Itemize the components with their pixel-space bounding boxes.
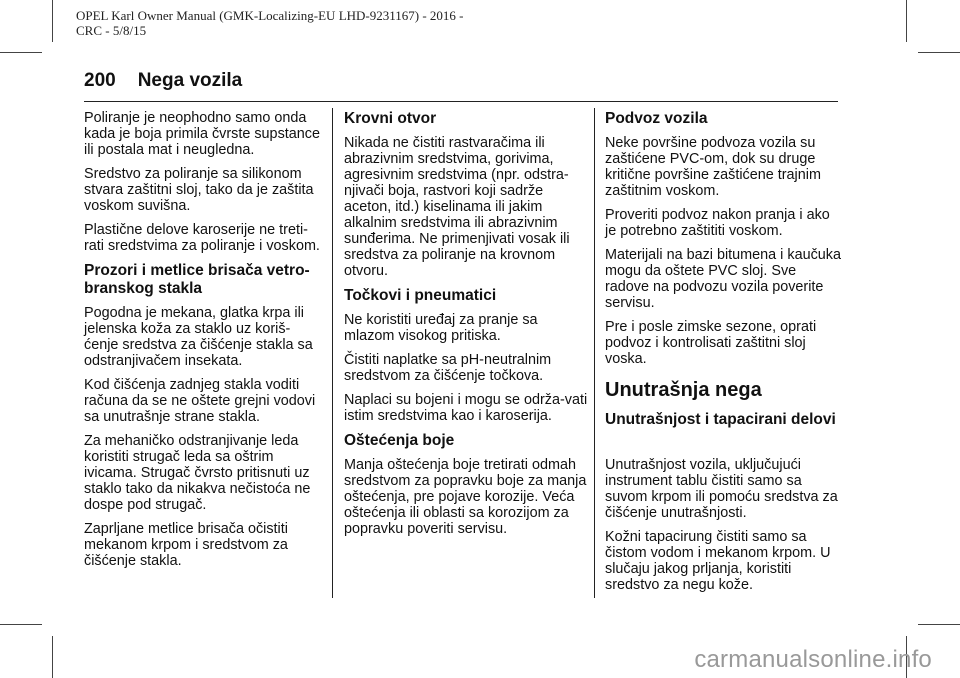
crop-mark: [0, 624, 42, 625]
column-middle: [344, 110, 589, 545]
crop-mark: [906, 0, 907, 42]
watermark-link[interactable]: carmanualsonline.info: [694, 646, 932, 673]
section-heading: Unutrašnja nega: [605, 379, 762, 401]
print-header: [76, 8, 464, 38]
paragraph: Sredstvo za poliranje sa silikonom stvara zaštitni sloj, tako da je zaštita voskom suvišna.: [84, 166, 314, 214]
subheading: Oštećenja boje: [344, 432, 455, 449]
column-left: [84, 110, 324, 577]
crop-mark: [0, 52, 42, 53]
paragraph: Unutrašnjost vozila, uključujući instrument tablu čistiti samo sa suvom krpom ili pomoću sredstva za čišćenje unutrašnjosti.: [605, 457, 838, 521]
paragraph: Materijali na bazi bitumena i kaučuka mogu da oštete PVC sloj. Sve radove na podvozu vozila poverite servisu.: [605, 247, 841, 311]
subheading: Točkovi i pneumatici: [344, 287, 497, 304]
paragraph: Plastične delove karoserije ne treti-rati sredstvima za poliranje i voskom.: [84, 222, 320, 254]
paragraph: Pogodna je mekana, glatka krpa ili jelenska koža za staklo uz koriš-ćenje sredstva za čišćenje stakla sa odstranjivačem insekata.: [84, 305, 313, 369]
subheading: Krovni otvor: [344, 110, 437, 127]
print-header-line: CRC - 5/8/15: [76, 23, 147, 38]
section-title: Nega vozila: [137, 70, 243, 91]
paragraph: Ne koristiti uređaj za pranje sa mlazom visokog pritiska.: [344, 312, 538, 344]
subheading: Podvoz vozila: [605, 110, 708, 127]
column-divider: [594, 108, 595, 598]
print-header-line: OPEL Karl Owner Manual (GMK-Localizing-EU LHD-9231167) - 2016 -: [76, 8, 464, 23]
paragraph: Kožni tapacirung čistiti samo sa čistom vodom i mekanom krpom. U slučaju jakog prljanja, koristiti sredstvo za negu kože.: [605, 529, 831, 593]
crop-mark: [52, 0, 53, 42]
paragraph: Nikada ne čistiti rastvaračima ili abrazivnim sredstvima, gorivima, agresivnim sredstvima (npr. odstra-njivači boja, rastvori koji sadrže aceton, itd.) kiselinama ili jakim alkalnim sredstvima ili abrazivnim sunđerima. Ne primenjivati vosak ili sredstva za poliranje na krovnom otvoru.: [344, 135, 570, 279]
crop-mark: [52, 636, 53, 678]
column-right: [605, 110, 843, 601]
paragraph: Naplaci su bojeni i mogu se održa-vati istim sredstvima kao i karoserija.: [344, 392, 588, 424]
paragraph: Proveriti podvoz nakon pranja i ako je potrebno zaštititi voskom.: [605, 207, 830, 239]
header-rule: [84, 101, 838, 102]
paragraph: Manja oštećenja boje tretirati odmah sredstvom za popravku boje za manja oštećenja, pre pojave korozije. Veća oštećenja ili oblasti sa korozijom za popravku poveriti servisu.: [344, 457, 587, 537]
page-number: 200: [84, 70, 116, 91]
paragraph: Kod čišćenja zadnjeg stakla voditi računa da se ne oštete grejni vodovi sa unutrašnje strane stakla.: [84, 377, 316, 425]
paragraph: Čistiti naplatke sa pH-neutralnim sredstvom za čišćenje točkova.: [344, 352, 552, 384]
crop-mark: [918, 624, 960, 625]
paragraph: Zaprljane metlice brisača očistiti mekanom krpom i sredstvom za čišćenje stakla.: [84, 521, 288, 569]
subheading: Prozori i metlice brisača vetro-branskog stakla: [84, 262, 310, 297]
crop-mark: [918, 52, 960, 53]
column-divider: [332, 108, 333, 598]
paragraph: Poliranje je neophodno samo onda kada je boja primila čvrste supstance ili postala mat i neugledna.: [84, 110, 320, 158]
subheading: Unutrašnjost i tapacirani delovi: [605, 411, 836, 428]
paragraph: Neke površine podvoza vozila su zaštićene PVC-om, dok su druge kritične površine zaštićene trajnim zaštitnim voskom.: [605, 135, 821, 199]
page-heading: [84, 70, 242, 92]
paragraph: Za mehaničko odstranjivanje leda koristiti strugač leda sa oštrim ivicama. Strugač čvrsto pritisnuti uz staklo tako da nikakva nečistoća ne dospe pod strugač.: [84, 433, 311, 513]
paragraph: Pre i posle zimske sezone, oprati podvoz i kontrolisati zaštitni sloj voska.: [605, 319, 817, 367]
